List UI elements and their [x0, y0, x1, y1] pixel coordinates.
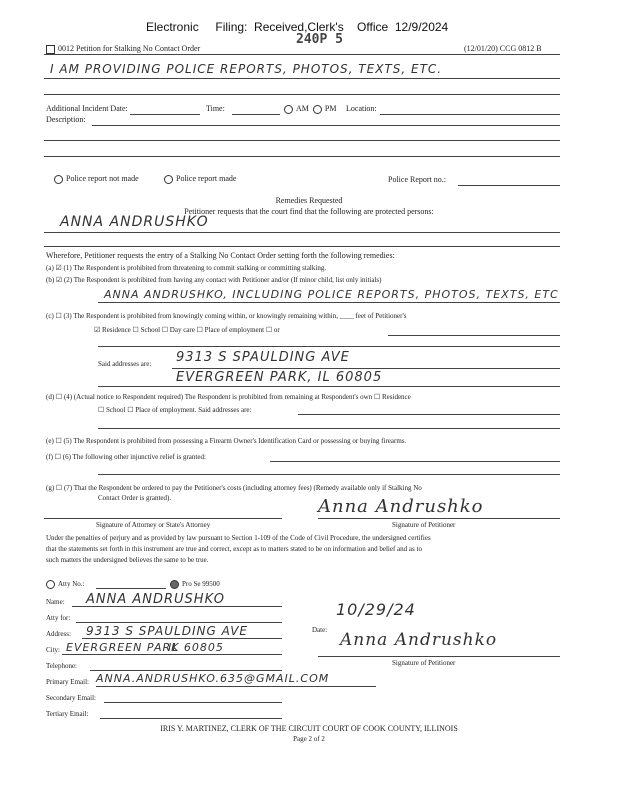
remedy-c-address-label: Said addresses are:: [98, 360, 152, 368]
petitioner-signature: Anna Andrushko: [318, 496, 484, 517]
remedy-g: (g) ☐ (7) That the Respondent be ordered to pay the Petitioner's costs (including attorney fees) (Remedy available only if Stalking No: [46, 484, 422, 492]
city-value: EVERGREEN PARK: [66, 641, 180, 654]
atty-no[interactable]: Atty No.:: [46, 580, 84, 589]
secondary-email-label: Secondary Email:: [46, 694, 96, 702]
police-report-made[interactable]: Police report made: [164, 174, 236, 184]
primary-email-value: ANNA.ANDRUSHKO.635@GMAIL.COM: [96, 672, 330, 685]
protected-persons-intro: Petitioner requests that the court find that the following are protected persons:: [184, 207, 434, 216]
am-pm-options[interactable]: AM PM: [284, 104, 336, 114]
address-label: Address:: [46, 630, 71, 638]
primary-email-label: Primary Email:: [46, 678, 89, 686]
remedies-heading: Remedies Requested: [275, 196, 343, 205]
form-code: (12/01/20) CCG 0812 B: [464, 44, 542, 53]
petitioner-signature-label: Signature of Petitioner: [392, 521, 456, 529]
remedy-c: (c) ☐ (3) The Respondent is prohibited from knowingly coming within, or knowingly remaining within, ____ feet of Petitioner's: [46, 312, 407, 320]
atty-for-label: Atty for:: [46, 614, 71, 622]
city-label: City:: [46, 646, 61, 654]
remedy-d: (d) ☐ (4) (Actual notice to Respondent required) The Respondent is prohibited from remaining at Respondent's own ☐ Residence: [46, 393, 411, 401]
petitioner-signature-label-2: Signature of Petitioner: [392, 659, 456, 667]
wherefore-text: Wherefore, Petitioner requests the entry of a Stalking No Contact Order setting forth the following remedies:: [46, 251, 395, 260]
description-label: Description:: [46, 115, 86, 124]
case-number-stamp: 240P 5: [296, 32, 343, 47]
remedy-c-options: ☑ Residence ☐ School ☐ Day care ☐ Place of employment ☐ or: [94, 326, 280, 334]
remedy-e: (e) ☐ (5) The Respondent is prohibited from possessing a Firearm Owner's Identification Card or possessing or buying firearms.: [46, 437, 407, 445]
telephone-label: Telephone:: [46, 662, 77, 670]
remedy-f: (f) ☐ (6) The following other injunctive relief is granted:: [46, 453, 206, 461]
incident-time-label: Time:: [206, 104, 225, 113]
incident-date-label: Additional Incident Date:: [46, 104, 128, 113]
remedy-b-handwritten: ANNA ANDRUSHKO, INCLUDING POLICE REPORTS, PHOTOS, TEXTS, ETC: [104, 288, 559, 301]
pro-se[interactable]: Pro Se 99500: [170, 580, 220, 589]
location-label: Location:: [346, 104, 377, 113]
handwritten-statement: I AM PROVIDING POLICE REPORTS, PHOTOS, TEXTS, ETC.: [50, 62, 443, 76]
name-label: Name:: [46, 598, 65, 606]
perjury-line-1: Under the penalties of perjury and as provided by law pursuant to Section 1-109 of the Code of Civil Procedure, the undersigned certifies: [46, 534, 431, 542]
form-checkbox[interactable]: [46, 45, 55, 54]
form-title: 0012 Petition for Stalking No Contact Order: [46, 44, 200, 54]
protected-person-handwritten: ANNA ANDRUSHKO: [60, 214, 209, 230]
perjury-line-3: such matters the undersigned believes the same to be true.: [46, 556, 209, 564]
efile-stamp: Electronic Filing: Received,Clerk's Office 12/9/2024: [146, 20, 449, 34]
attorney-signature-label: Signature of Attorney or State's Attorney: [96, 521, 211, 529]
police-report-not-made[interactable]: Police report not made: [54, 174, 139, 184]
remedy-d-options: ☐ School ☐ Place of employment. Said addresses are:: [98, 406, 252, 414]
date-label: Date:: [312, 626, 328, 634]
state-zip-value: IL 60805: [168, 641, 224, 654]
name-value: ANNA ANDRUSHKO: [86, 592, 225, 607]
tertiary-email-label: Tertiary Email:: [46, 710, 89, 718]
date-value: 10/29/24: [336, 600, 416, 619]
remedy-a: (a) ☑ (1) The Respondent is prohibited from threatening to commit stalking or committing stalking.: [46, 264, 327, 272]
remedy-c-address-2: EVERGREEN PARK, IL 60805: [176, 370, 383, 385]
remedy-c-address-1: 9313 S SPAULDING AVE: [176, 350, 350, 365]
remedy-b: (b) ☑ (2) The Respondent is prohibited from having any contact with Petitioner and/or (If minor child, list only initials): [46, 276, 382, 284]
petitioner-signature-2: Anna Andrushko: [340, 630, 498, 650]
clerk-footer: IRIS Y. MARTINEZ, CLERK OF THE CIRCUIT COURT OF COOK COUNTY, ILLINOIS: [160, 724, 458, 733]
page-number: Page 2 of 2: [293, 735, 325, 743]
address-value: 9313 S SPAULDING AVE: [86, 624, 248, 638]
remedy-g-2: Contact Order is granted).: [98, 494, 172, 502]
police-report-number-label: Police Report no.:: [388, 175, 446, 184]
perjury-line-2: that the statements set forth in this instrument are true and correct, except as to matters stated to be on information and belief and as to: [46, 545, 422, 553]
